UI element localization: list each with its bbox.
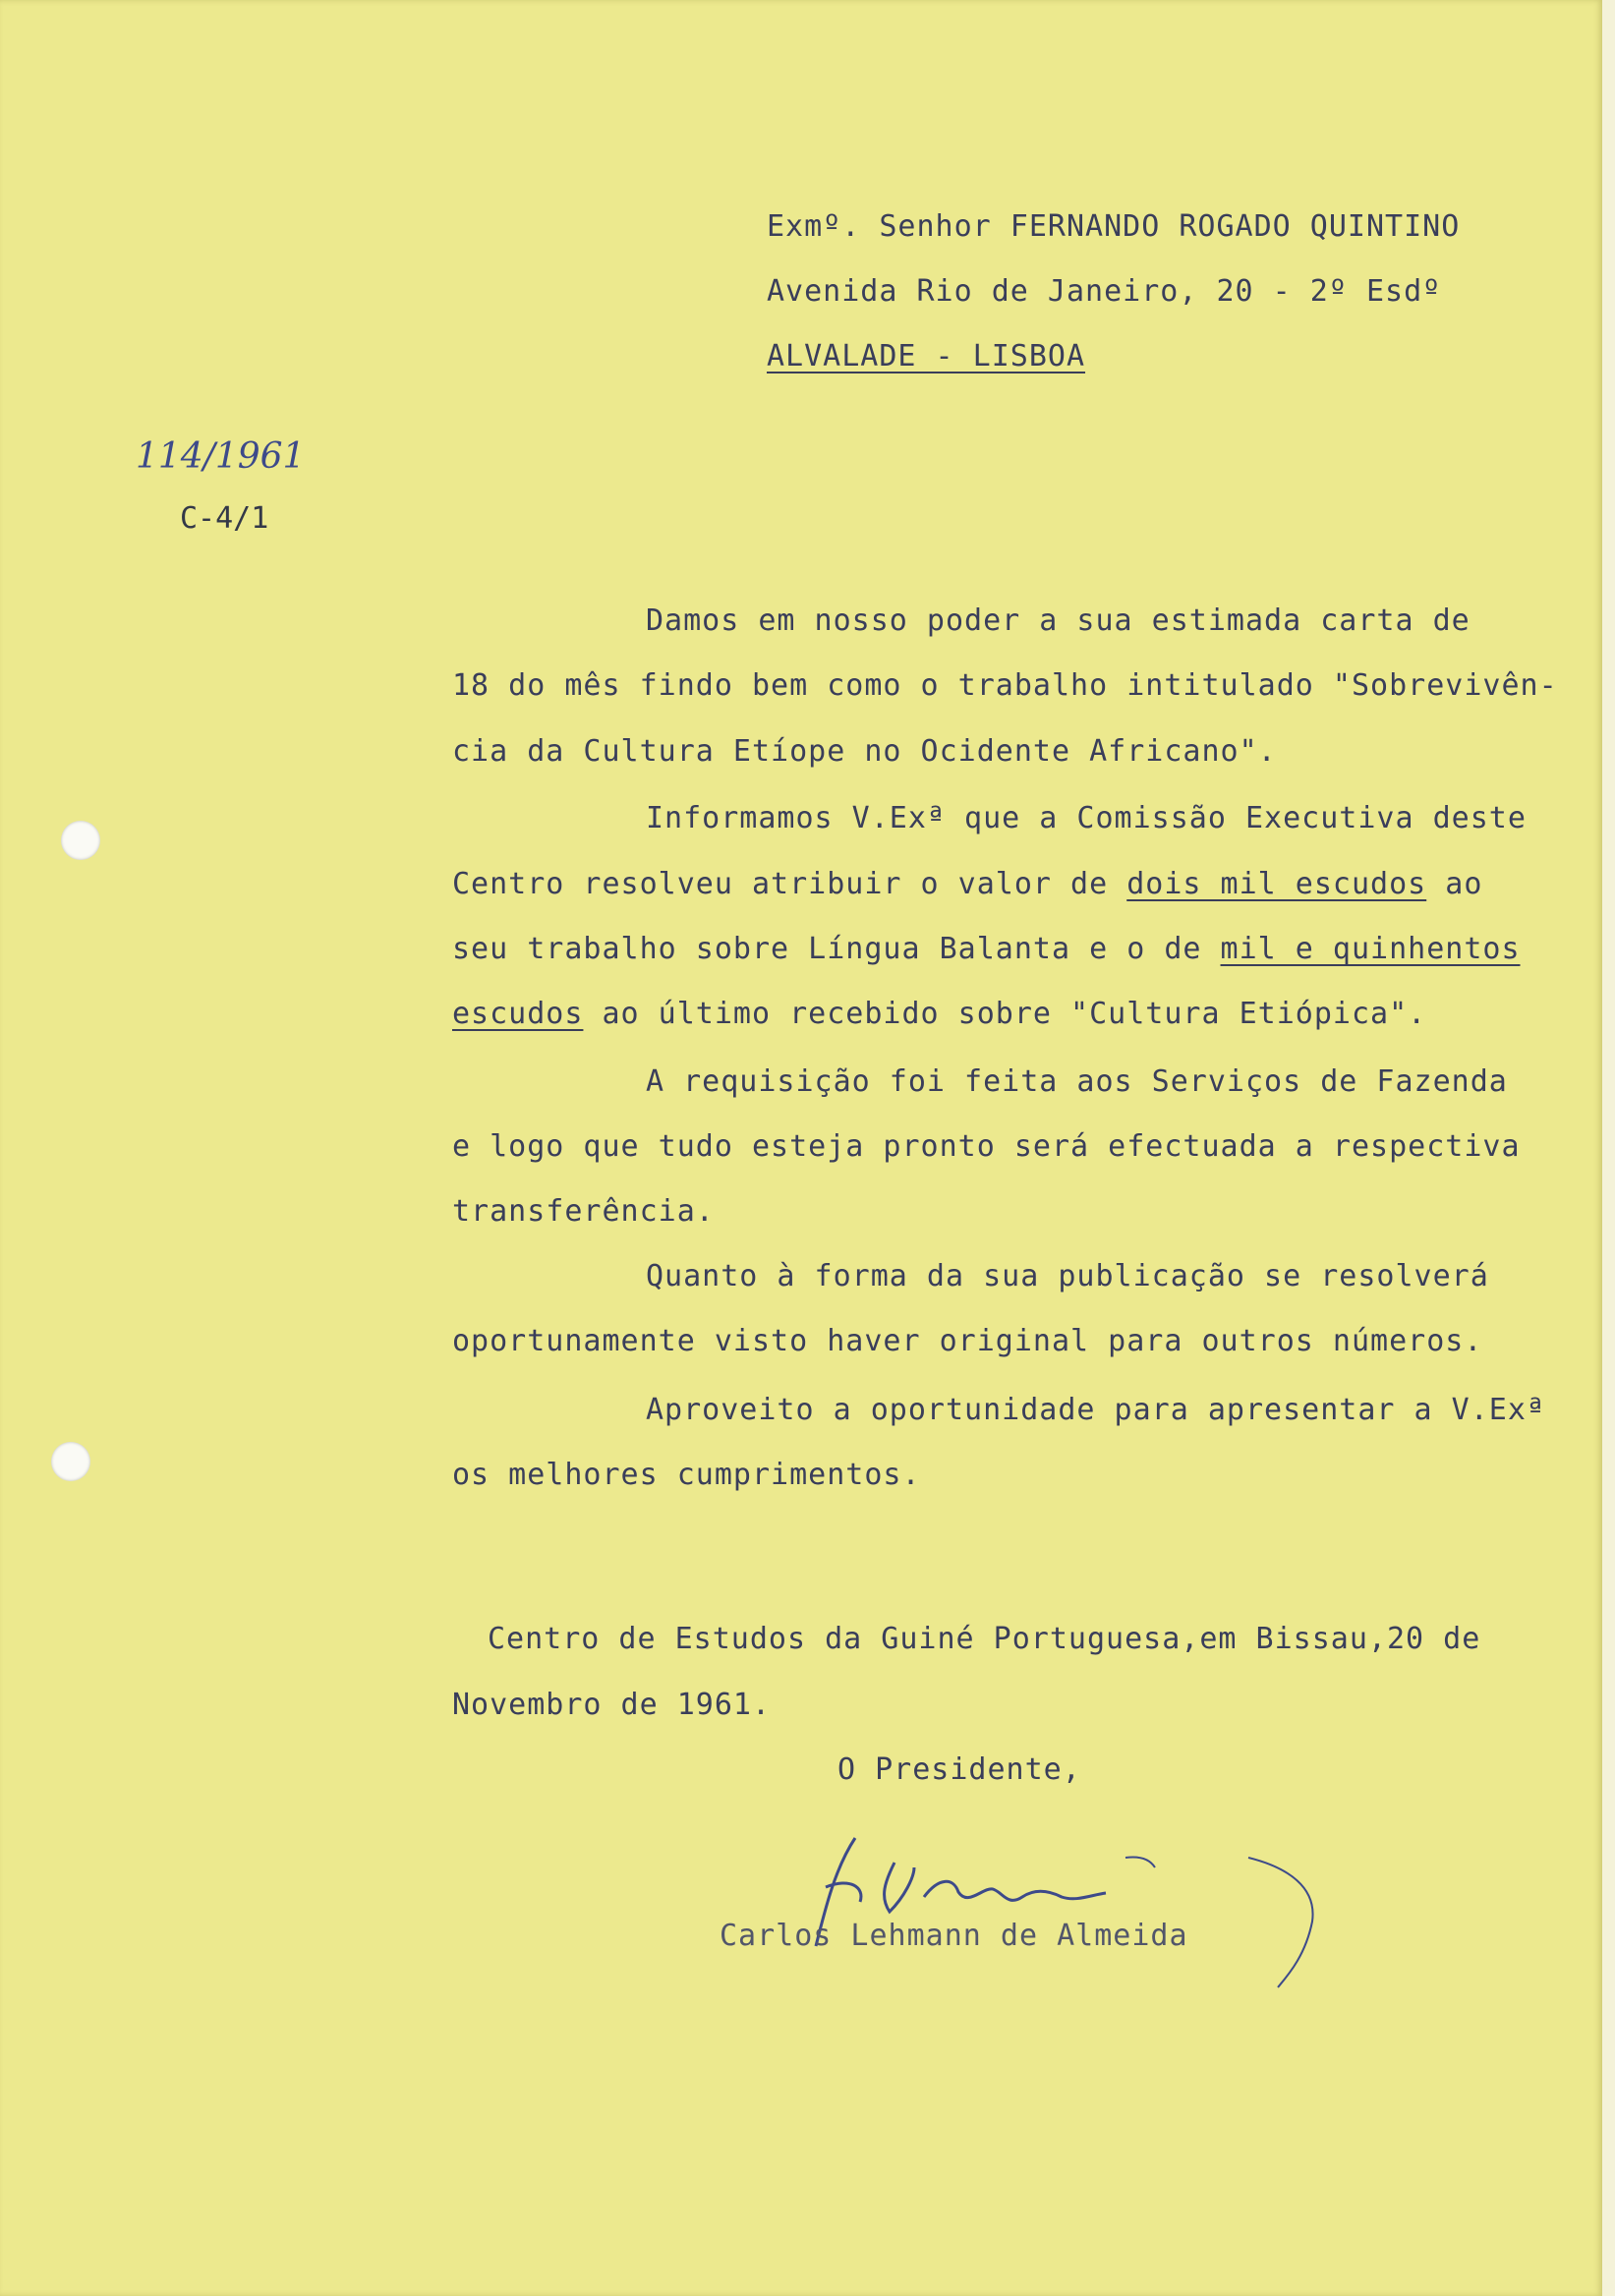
body-text: ao último recebido sobre "Cultura Etiópica". [583, 997, 1427, 1031]
reference-code: C-4/1 [180, 501, 269, 536]
body-line [452, 997, 1427, 1031]
amount-underlined: escudos [452, 997, 584, 1031]
body-line [452, 932, 1521, 966]
body-text: Centro resolveu atribuir o valor de [452, 867, 1127, 901]
body-line: cia da Cultura Etíope no Ocidente Africano". [452, 734, 1277, 769]
place-date-line-1: Centro de Estudos da Guiné Portuguesa,em Bissau,20 de [488, 1622, 1481, 1656]
place-date-line-2: Novembro de 1961. [452, 1688, 772, 1722]
body-text: seu trabalho sobre Língua Balanta e o de [452, 932, 1221, 966]
body-line: Damos em nosso poder a sua estimada carta de [646, 603, 1471, 638]
body-line: Informamos V.Exª que a Comissão Executiva deste [646, 801, 1527, 835]
signatory-name: Carlos Lehmann de Almeida [720, 1919, 1188, 1953]
body-line [452, 867, 1483, 901]
punch-hole-bottom [51, 1442, 90, 1481]
addressee-line-1: Exmº. Senhor FERNANDO ROGADO QUINTINO [767, 209, 1461, 244]
scan-edge [1602, 0, 1615, 2296]
reference-number: 114/1961 [136, 436, 306, 477]
body-line: os melhores cumprimentos. [452, 1458, 921, 1492]
body-line: 18 do mês findo bem como o trabalho intitulado "Sobrevivên- [452, 668, 1558, 703]
amount-underlined: dois mil escudos [1126, 867, 1427, 901]
amount-underlined: mil e quinhentos [1220, 932, 1521, 966]
signatory-title: O Presidente, [837, 1752, 1081, 1787]
body-line: transferência. [452, 1194, 715, 1229]
body-text: ao [1426, 867, 1483, 901]
body-line: A requisição foi feita aos Serviços de Fazenda [646, 1064, 1508, 1099]
addressee-line-3: ALVALADE - LISBOA [767, 339, 1086, 373]
body-line: Aproveito a oportunidade para apresentar a V.Exª [646, 1393, 1545, 1427]
body-line: oportunamente visto haver original para outros números. [452, 1324, 1483, 1358]
body-line: e logo que tudo esteja pronto será efectuada a respectiva [452, 1129, 1521, 1164]
body-line: Quanto à forma da sua publicação se resolverá [646, 1259, 1489, 1293]
addressee-line-2: Avenida Rio de Janeiro, 20 - 2º Esdº [767, 274, 1442, 309]
punch-hole-top [61, 821, 100, 860]
